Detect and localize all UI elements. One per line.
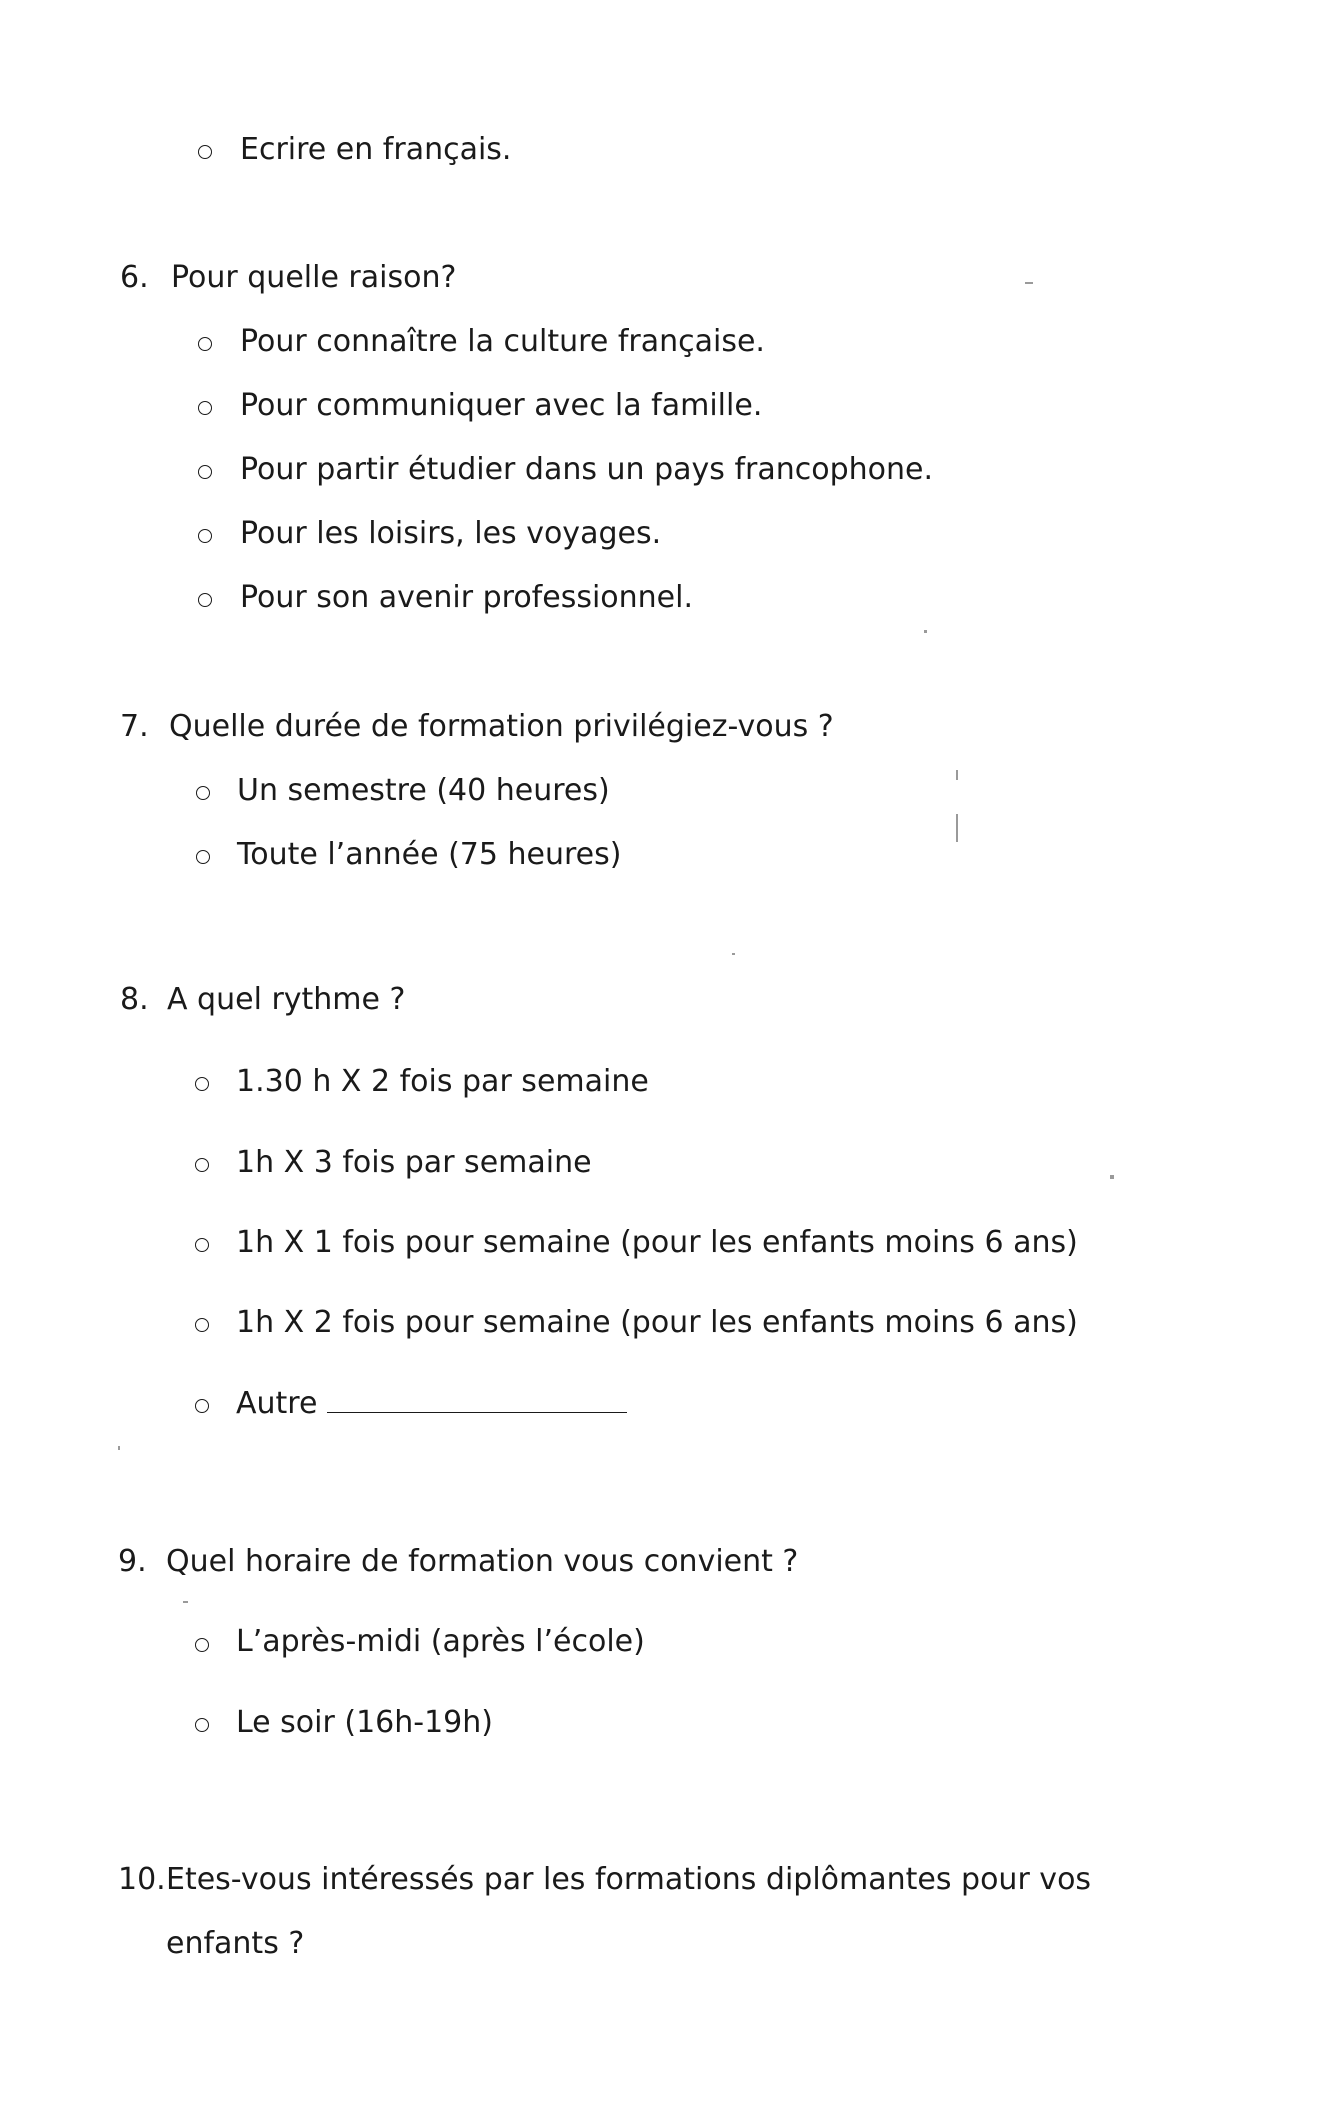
question-text: Quelle durée de formation privilégiez-vous ?: [169, 709, 834, 744]
scan-speck: [183, 1601, 188, 1603]
option-text: Pour son avenir professionnel.: [240, 580, 694, 615]
option-bullet[interactable]: [195, 1718, 209, 1732]
option-text: Pour partir étudier dans un pays francophone.: [240, 452, 934, 487]
option-text: Pour communiquer avec la famille.: [240, 388, 763, 423]
question-text-continued: enfants ?: [166, 1926, 305, 1961]
option-text: Ecrire en français.: [240, 132, 512, 167]
option-bullet[interactable]: [198, 593, 212, 607]
question-text: Pour quelle raison?: [171, 260, 457, 295]
option-text: Toute l’année (75 heures): [237, 837, 622, 872]
question-text: Etes-vous intéressés par les formations diplômantes pour vos: [166, 1862, 1092, 1897]
option-bullet[interactable]: [196, 786, 210, 800]
option-bullet[interactable]: [195, 1077, 209, 1091]
option-bullet[interactable]: [198, 465, 212, 479]
scan-speck: [1025, 282, 1033, 284]
option-text: Autre: [236, 1386, 318, 1421]
option-text: Pour connaître la culture française.: [240, 324, 765, 359]
option-text: Pour les loisirs, les voyages.: [240, 516, 662, 551]
option-bullet[interactable]: [195, 1318, 209, 1332]
question-text: Quel horaire de formation vous convient ?: [166, 1544, 799, 1579]
scan-speck: [924, 630, 927, 633]
option-bullet[interactable]: [195, 1238, 209, 1252]
option-bullet[interactable]: [196, 850, 210, 864]
scan-speck: [956, 814, 958, 842]
option-bullet[interactable]: [195, 1638, 209, 1652]
option-text: 1h X 2 fois pour semaine (pour les enfants moins 6 ans): [236, 1305, 1078, 1340]
option-text: 1h X 1 fois pour semaine (pour les enfants moins 6 ans): [236, 1225, 1078, 1260]
question-number: 10.: [118, 1862, 166, 1897]
option-text: Le soir (16h-19h): [236, 1705, 493, 1740]
option-bullet[interactable]: [195, 1399, 209, 1413]
fill-in-blank[interactable]: [327, 1412, 627, 1413]
scan-speck: [1110, 1175, 1114, 1179]
question-number: 8.: [120, 982, 149, 1017]
option-text: L’après-midi (après l’école): [236, 1624, 645, 1659]
question-text: A quel rythme ?: [167, 982, 406, 1017]
option-bullet[interactable]: [195, 1158, 209, 1172]
scan-speck: [118, 1446, 120, 1450]
option-other: [236, 1386, 627, 1421]
option-bullet[interactable]: [198, 337, 212, 351]
scan-speck: [732, 953, 735, 955]
option-text: Un semestre (40 heures): [237, 773, 610, 808]
option-bullet[interactable]: [198, 401, 212, 415]
question-number: 7.: [120, 709, 149, 744]
scan-speck: [956, 770, 958, 780]
option-text: 1.30 h X 2 fois par semaine: [236, 1064, 649, 1099]
option-text: 1h X 3 fois par semaine: [236, 1145, 592, 1180]
option-bullet[interactable]: [198, 145, 212, 159]
option-bullet[interactable]: [198, 529, 212, 543]
question-number: 9.: [118, 1544, 147, 1579]
question-number: 6.: [120, 260, 149, 295]
